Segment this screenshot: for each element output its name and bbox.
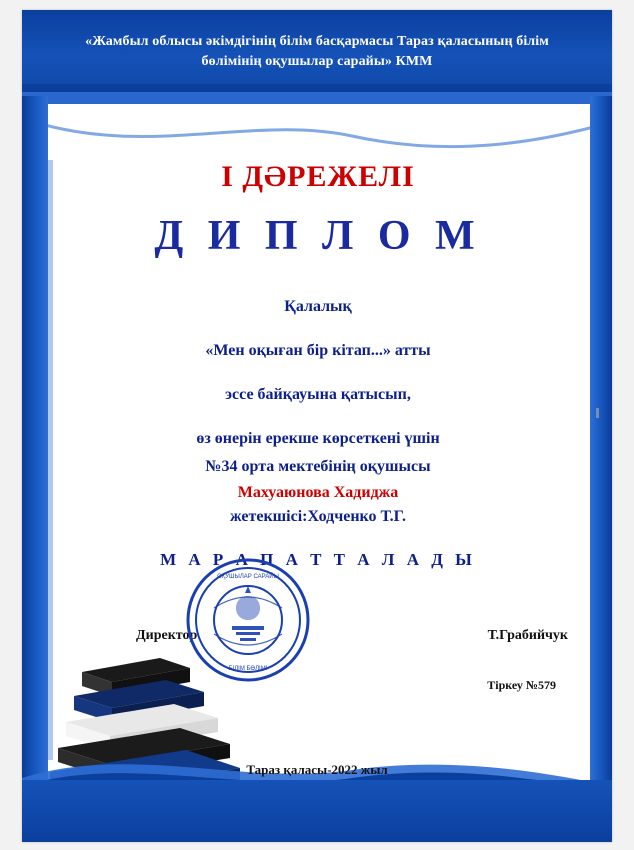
line-city: Қалалық (284, 298, 352, 315)
page-artifact (596, 408, 599, 418)
line-school: №34 орта мектебінің оқушысы (205, 458, 431, 475)
awarded-text: М А Р А П А Т Т А Л А Д Ы (160, 550, 476, 569)
degree-text: I ДӘРЕЖЕЛІ (221, 160, 415, 193)
recipient-name: Махуаюнова Хадиджа (237, 484, 399, 501)
signature-row (58, 608, 578, 648)
footer-place-year: Тараз қаласы-2022 жыл (246, 762, 388, 777)
header-organization-text: «Жамбыл облысы әкімдігінің білім басқармасы Тараз қаласының білім бөлімінің оқушылар сарайы» КММ (85, 34, 549, 69)
director-name: Т.Грабийчук (487, 628, 568, 643)
svg-text:ОҚУШЫЛАР САРАЙЫ: ОҚУШЫЛАР САРАЙЫ (217, 574, 279, 580)
certificate-body (58, 160, 578, 570)
director-label: Директор (136, 628, 198, 643)
footer-banner (22, 780, 612, 842)
supervisor-name: жетекшісі:Ходченко Т.Г. (230, 508, 406, 525)
certificate-sheet (22, 10, 612, 842)
line-contest: «Мен оқыған бір кітап...» атты (205, 342, 431, 359)
diploma-title: Д И П Л О М (154, 213, 482, 259)
line-reason: өз өнерін ерекше көрсеткені үшін (196, 430, 440, 447)
svg-text:БІЛІМ БӨЛІМІ: БІЛІМ БӨЛІМІ (228, 666, 268, 672)
line-participation: эссе байқауына қатысып, (225, 386, 411, 403)
registration-number: Тіркеу №579 (487, 678, 556, 692)
